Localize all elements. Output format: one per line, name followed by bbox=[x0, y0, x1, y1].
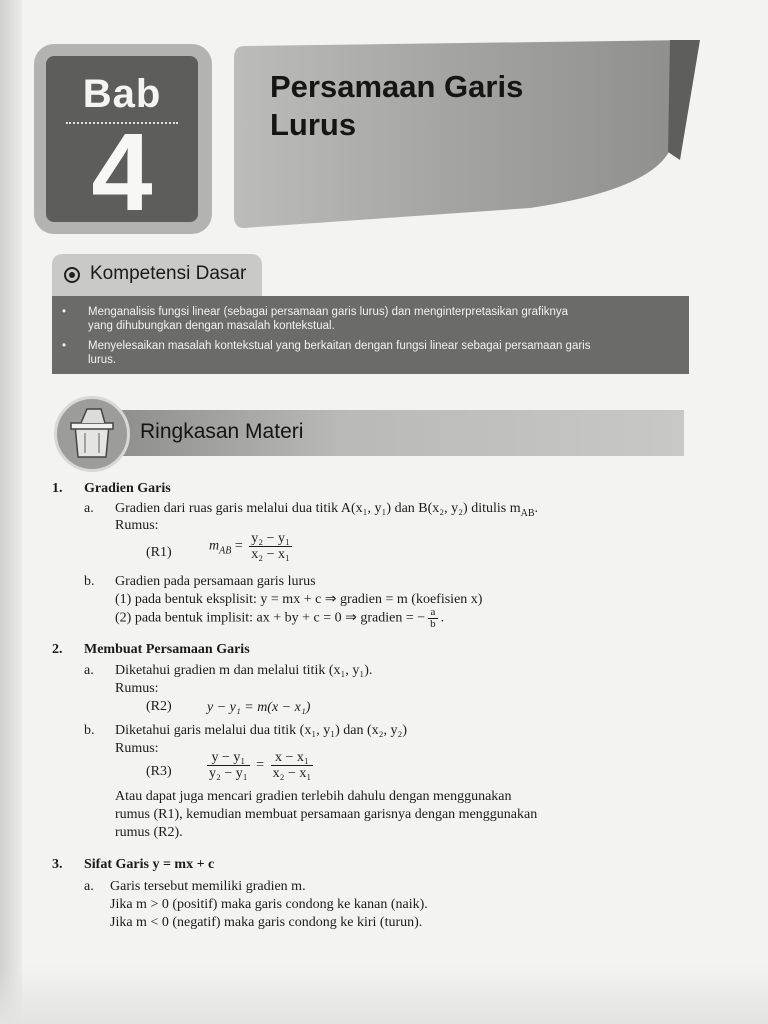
chapter-badge bbox=[34, 44, 212, 234]
s2-note-line2: rumus (R1), kemudian membuat persamaan garisnya dengan menggunakan bbox=[115, 807, 538, 822]
r1-equals: = bbox=[234, 538, 243, 554]
chapter-badge-inner bbox=[46, 56, 198, 234]
s2-a-label: a. bbox=[84, 663, 94, 678]
s2-b-text: Diketahui garis melalui dua titik (x₁, y₁) dan (x₂, y₂) bbox=[115, 723, 408, 738]
s1-b2-den: b bbox=[430, 618, 436, 630]
s1-rumus: Rumus: bbox=[115, 518, 159, 533]
r3-left-fraction bbox=[207, 750, 250, 781]
s3-line2: Jika m > 0 (positif) maka garis condong ke kanan (naik). bbox=[110, 897, 428, 912]
chapter-title-line1: Persamaan Garis bbox=[270, 69, 524, 104]
section-2-number: 2. bbox=[52, 642, 63, 657]
s1-b1: (1) pada bentuk eksplisit: y = mx + c ⇒ gradien = m (koefisien x) bbox=[115, 592, 483, 607]
summary-box-icon bbox=[54, 396, 130, 472]
chapter-title bbox=[270, 68, 670, 144]
chapter-number: 4 bbox=[91, 111, 153, 234]
s1-a-label: a. bbox=[84, 501, 94, 516]
r3-right-den: x₂ − x₁ bbox=[272, 766, 312, 781]
kompetensi-tab bbox=[52, 254, 262, 296]
kompetensi-item-1 bbox=[88, 305, 678, 333]
s1-a-main: Gradien dari ruas garis melalui dua titik A(x₁, y₁) dan B(x₂, y₂) ditulis m bbox=[115, 501, 521, 516]
s1-b2-start: (2) pada bentuk implisit: ax + by + c = 0 ⇒ gradien = − bbox=[115, 610, 426, 626]
chapter-title-band bbox=[230, 40, 700, 232]
kompetensi-item-1-line1: Menganalisis fungsi linear (sebagai persamaan garis lurus) dan menginterpretasikan grafiknya bbox=[88, 306, 569, 318]
s2-a-rumus: Rumus: bbox=[115, 681, 159, 696]
s1-b2-num: a bbox=[428, 607, 438, 619]
r3-formula bbox=[204, 750, 316, 781]
r1-numerator: y₂ − y₁ bbox=[251, 531, 290, 546]
r3-left-den: y₂ − y₁ bbox=[209, 766, 248, 781]
kompetensi-item-2-line2: lurus. bbox=[88, 354, 117, 366]
kompetensi-title: Kompetensi Dasar bbox=[90, 263, 247, 284]
page-bottom-shadow bbox=[0, 964, 768, 1024]
r1-fraction bbox=[249, 531, 292, 562]
r3-equals: = bbox=[256, 757, 265, 773]
r1-lhs-sub: AB bbox=[219, 545, 232, 557]
kompetensi-box bbox=[52, 296, 689, 374]
kompetensi-item-2-line1: Menyelesaikan masalah kontekstual yang berkaitan dengan fungsi linear sebagai persamaan garis bbox=[88, 340, 591, 352]
s1-a-end: . bbox=[534, 501, 539, 516]
s1-b-label: b. bbox=[84, 574, 95, 589]
chapter-title-line2: Lurus bbox=[270, 107, 357, 142]
kompetensi-item-1-line2: yang dihubungkan dengan masalah kontekstual. bbox=[88, 320, 335, 332]
page-edge-shadow bbox=[0, 0, 22, 1024]
s1-a-text bbox=[115, 500, 538, 523]
s1-b2-end: . bbox=[440, 610, 445, 626]
r1-formula bbox=[209, 531, 295, 562]
s3-a-text: Garis tersebut memiliki gradien m. bbox=[110, 879, 306, 894]
kompetensi-item-2 bbox=[88, 339, 678, 367]
s3-line3: Jika m < 0 (negatif) maka garis condong ke kiri (turun). bbox=[110, 915, 423, 930]
section-1-number: 1. bbox=[52, 481, 63, 496]
r1-denominator: x₂ − x₁ bbox=[251, 547, 290, 562]
s2-note-line3: rumus (R2). bbox=[115, 825, 183, 840]
s2-b-rumus: Rumus: bbox=[115, 741, 159, 756]
chapter-label: Bab bbox=[82, 72, 162, 116]
r3-right-num: x − x₁ bbox=[271, 750, 314, 766]
r1-label: (R1) bbox=[146, 545, 172, 560]
r3-label: (R3) bbox=[146, 764, 172, 779]
section-3-number: 3. bbox=[52, 857, 63, 872]
ringkasan-title: Ringkasan Materi bbox=[140, 420, 304, 443]
r1-lhs: m bbox=[209, 538, 220, 554]
r3-left-num: y − y₁ bbox=[207, 750, 250, 766]
section-1-title: Gradien Garis bbox=[84, 481, 171, 496]
s1-b2-fraction bbox=[428, 607, 438, 630]
target-icon bbox=[64, 267, 80, 283]
ringkasan-band bbox=[110, 410, 684, 456]
s3-a-label: a. bbox=[84, 879, 94, 894]
section-2-title: Membuat Persamaan Garis bbox=[84, 642, 250, 657]
section-3-title: Sifat Garis y = mx + c bbox=[84, 857, 215, 872]
s1-b2 bbox=[115, 607, 444, 630]
s2-b-label: b. bbox=[84, 723, 95, 738]
summary-box-icon-graphic bbox=[57, 399, 127, 469]
r2-formula: y − y₁ = m(x − x₁) bbox=[207, 700, 311, 715]
s1-a-sub: AB bbox=[520, 507, 535, 519]
s2-note-line1: Atau dapat juga mencari gradien terlebih dahulu dengan menggunakan bbox=[115, 789, 512, 804]
r3-right-fraction bbox=[271, 750, 314, 781]
r2-label: (R2) bbox=[146, 699, 172, 714]
s1-b-text: Gradien pada persamaan garis lurus bbox=[115, 574, 316, 589]
s2-a-text: Diketahui gradien m dan melalui titik (x₁, y₁). bbox=[115, 663, 373, 678]
